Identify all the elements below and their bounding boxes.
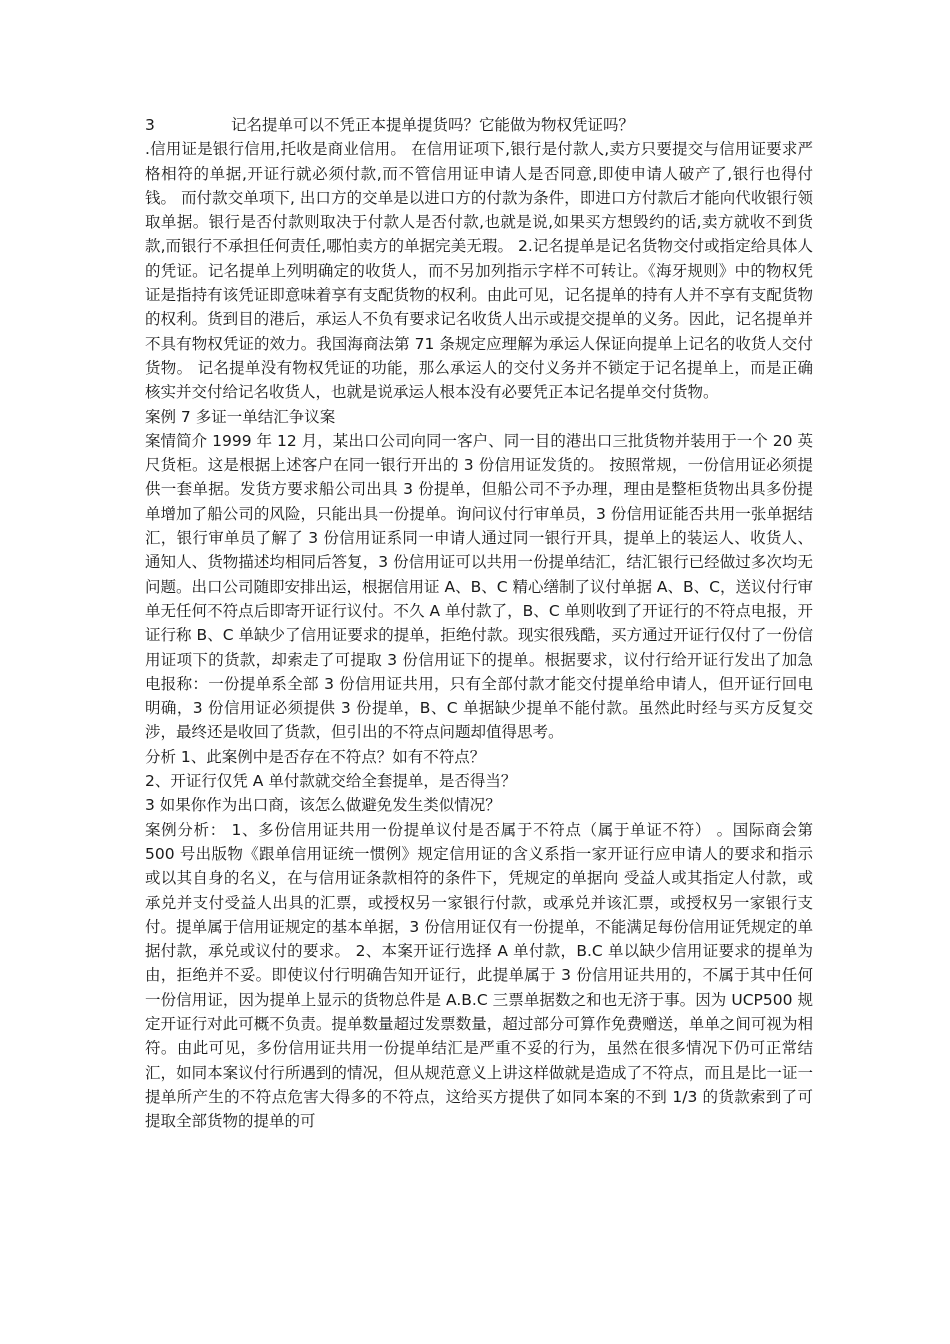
case-introduction: 案情简介 1999 年 12 月，某出口公司向同一客户、同一目的港出口三批货物并装用于一个 20 英尺货柜。这是根据上述客户在同一银行开出的 3 份信用证发货的。 按照常规，一份信用证必须提供一套单据。发货方要求船公司出具 3 份提单，但船公司不予办理，理由是整柜货物出具多份提单增加了船公司的风险，只能出具一份提单。询问议付行审单员，3 份信用证能否共用一张单据结汇，银行审单员了解了 3 份信用证系同一申请人通过同一银行开具，提单上的装运人、收货人、通知人、货物描述均相同后答复，3 份信用证可以共用一份提单结汇，结汇银行已经做过多次均无问题。出口公司随即安排出运，根据信用证 A、B、C 精心缮制了议付单据 A、B、C，送议付行审单无任何不符点后即寄开证行议付。不久 A 单付款了，B、C 单则收到了开证行的不符点电报，开证行称 B、C 单缺少了信用证要求的提单，拒绝付款。现实很残酷，买方通过开证行仅付了一份信用证项下的货款，却索走了可提取 3 份信用证下的提单。根据要求，议付行给开证行发出了加急电报称：一份提单系全部 3 份信用证共用，只有全部付款才能交付提单给申请人，但开证行回电明确，3 份信用证必须提供 3 份提单，B、C 单据缺少提单不能付款。虽然此时经与买方反复交涉，最终还是收回了货款，但引出的不符点问题却值得思考。 bbox=[145, 431, 813, 742]
question-3 bbox=[145, 113, 813, 137]
analysis-question-1: 分析 1、此案例中是否存在不符点？如有不符点？ bbox=[145, 747, 486, 766]
question-number: 3 bbox=[145, 116, 155, 134]
analysis-question-2: 2、开证行仅凭 A 单付款就交给全套提单，是否得当？ bbox=[145, 772, 517, 791]
analysis-question-3: 3 如果你作为出口商，该怎么做避免发生类似情况？ bbox=[145, 796, 501, 815]
document-body bbox=[145, 113, 813, 1133]
case-title: 案例 7 多证一单结汇争议案 bbox=[145, 407, 336, 426]
case-analysis: 案例分析： 1、多份信用证共用一份提单议付是否属于不符点（属于单证不符） 。国际商会第 500 号出版物《跟单信用证统一惯例》规定信用证的含义系指一家开证行应申请人的要求和指示或以其自身的名义，在与信用证条款相符的条件下，凭规定的单据向 受益人或其指定人付款，或承兑并支付受益人出具的汇票，或授权另一家银行付款，或承兑并该汇票，或授权另一家银行支付。提单属于信用证规定的基本单据，3 份信用证仅有一份提单，不能满足每份信用证凭规定的单据付款，承兑或议付的要求。 2、本案开证行选择 A 单付款，B.C 单以缺少信用证要求的提单为由，拒绝并不妥。即使议付行明确告知开证行，此提单属于 3 份信用证共用的，不属于其中任何一份信用证，因为提单上显示的货物总件是 A.B.C 三票单据数之和也无济于事。因为 UCP500 规定开证行对此可概不负责。提单数量超过发票数量，超过部分可算作免费赠送，单单之间可视为相符。由此可见，多份信用证共用一份提单结汇是严重不妥的行为，虽然在很多情况下仍可正常结汇，如同本案议付行所遇到的情况，但从规范意义上讲这样做就是造成了不符点，而且是比一证一提单所产生的不符点危害大得多的不符点，这给买方提供了如同本案的不到 1/3 的货款索到了可提取全部货物的提单的可 bbox=[145, 820, 813, 1131]
question-text: 记名提单可以不凭正本提单提货吗？它能做为物权凭证吗？ bbox=[231, 116, 635, 134]
answer-paragraph: .信用证是银行信用,托收是商业信用。 在信用证项下,银行是付款人,卖方只要提交与信用证要求严格相符的单据,开证行就必须付款,而不管信用证申请人是否同意,即使申请人破产了,银行也得付钱。 而付款交单项下, 出口方的交单是以进口方的付款为条件，即进口方付款后才能向代收银行领取单据。银行是否付款则取决于付款人是否付款,也就是说,如果买方想毁约的话,卖方就收不到货款,而银行不承担任何责任,哪怕卖方的单据完美无瑕。 2.记名提单是记名货物交付或指定给具体人的凭证。记名提单上列明确定的收货人，而不另加列指示字样不可转让。《海牙规则》中的物权凭证是指持有该凭证即意味着享有支配货物的权利。由此可见，记名提单的持有人并不享有支配货物的权利。货到目的港后，承运人不负有要求记名收货人出示或提交提单的义务。因此，记名提单并不具有物权凭证的效力。我国海商法第 71 条规定应理解为承运人保证向提单上记名的收货人交付货物。 记名提单没有物权凭证的功能，那么承运人的交付义务并不锁定于记名提单上，而是正确核实并交付给记名收货人，也就是说承运人根本没有必要凭正本记名提单交付货物。 bbox=[145, 140, 813, 402]
